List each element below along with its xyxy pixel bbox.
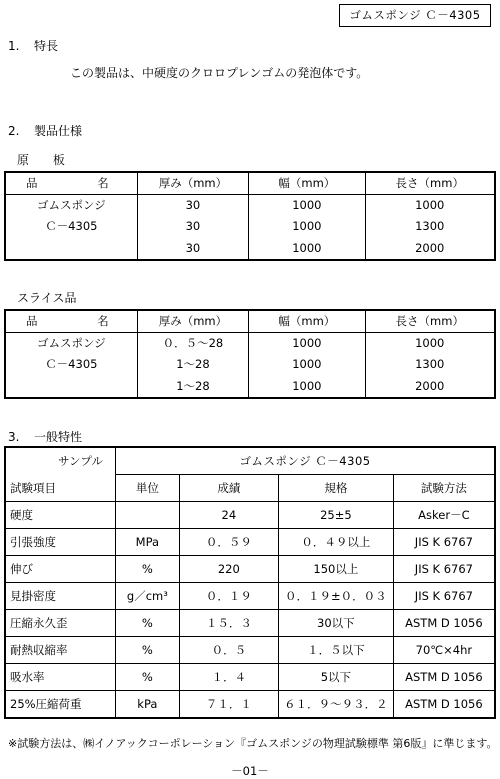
table-row xyxy=(5,215,495,236)
table-cell: 見掛密度 xyxy=(5,583,116,610)
table-cell: JIS K 6767 xyxy=(393,583,495,610)
table-cell: % xyxy=(116,664,180,691)
table-cell: kPa xyxy=(116,691,180,719)
page-number: －01－ xyxy=(231,764,269,778)
table-cell: 1000 xyxy=(249,194,365,215)
section-1-body: この製品は、中硬度のクロロプレンゴムの発泡体です。 xyxy=(70,66,369,80)
header-test-item: 試験項目 xyxy=(5,475,116,502)
table-cell: 70℃×4hr xyxy=(393,637,495,664)
properties-table xyxy=(4,446,496,719)
slice-label: スライス品 xyxy=(17,291,77,305)
table-cell: Asker－C xyxy=(393,502,495,529)
table-row xyxy=(5,556,495,583)
table-cell: 5以下 xyxy=(278,664,393,691)
section-3-title: 一般特性 xyxy=(34,430,83,444)
table-cell: 150以上 xyxy=(278,556,393,583)
table-cell: ASTM D 1056 xyxy=(393,664,495,691)
table-cell: 1000 xyxy=(365,332,495,353)
table-cell: ０．１９±０．０３ xyxy=(278,583,393,610)
table-cell: JIS K 6767 xyxy=(393,556,495,583)
table-cell: ０．５９ xyxy=(179,529,278,556)
table-cell: ０．５ xyxy=(179,637,278,664)
section-1-number: 1. xyxy=(8,39,20,53)
header-result: 成績 xyxy=(179,475,278,502)
section-2-title: 製品仕様 xyxy=(34,124,83,138)
table-cell: ７１．１ xyxy=(179,691,278,719)
section-2-heading xyxy=(8,122,82,139)
table-cell: ０．５～28 xyxy=(137,332,249,353)
table-cell: 30 xyxy=(137,236,249,260)
slice-header-length: 長さ（mm） xyxy=(365,310,495,332)
table-row xyxy=(5,529,495,556)
table-cell: ASTM D 1056 xyxy=(393,610,495,637)
table-row xyxy=(5,610,495,637)
table-cell: 硬度 xyxy=(5,502,116,529)
table-cell: 25%圧縮荷重 xyxy=(5,691,116,719)
genban-header-width: 幅（mm） xyxy=(249,172,365,194)
table-cell: MPa xyxy=(116,529,180,556)
section-3-heading xyxy=(8,428,82,445)
document-title: ゴムスポンジ Ｃ－4305 xyxy=(339,4,491,27)
table-cell: 1～28 xyxy=(137,374,249,398)
header-standard: 規格 xyxy=(278,475,393,502)
table-row xyxy=(5,583,495,610)
table-cell: 引張強度 xyxy=(5,529,116,556)
table-cell: ASTM D 1056 xyxy=(393,691,495,719)
table-row xyxy=(5,664,495,691)
slice-header-name: 品 名 xyxy=(5,310,137,332)
table-row xyxy=(5,194,495,215)
table-cell: 耐熱収縮率 xyxy=(5,637,116,664)
section-3-number: 3. xyxy=(8,430,20,444)
table-row xyxy=(5,236,495,260)
table-cell: 30 xyxy=(137,194,249,215)
table-cell: JIS K 6767 xyxy=(393,529,495,556)
table-cell: １．５以下 xyxy=(278,637,393,664)
table-cell: ０．４９以上 xyxy=(278,529,393,556)
table-cell: 1000 xyxy=(249,374,365,398)
section-1-heading xyxy=(8,37,58,54)
slice-table xyxy=(4,309,496,399)
header-method: 試験方法 xyxy=(393,475,495,502)
table-cell: 1300 xyxy=(365,353,495,374)
genban-table xyxy=(4,171,496,261)
genban-header-thickness: 厚み（mm） xyxy=(137,172,249,194)
table-row xyxy=(5,332,495,353)
table-row xyxy=(5,374,495,398)
table-cell: ６１．９～９３．２ xyxy=(278,691,393,719)
slice-header-width: 幅（mm） xyxy=(249,310,365,332)
slice-header-thickness: 厚み（mm） xyxy=(137,310,249,332)
slice-header-row xyxy=(5,310,495,332)
table-cell: 1000 xyxy=(365,194,495,215)
table-row xyxy=(5,353,495,374)
sample-label: サンプル xyxy=(5,447,116,475)
table-cell: 24 xyxy=(179,502,278,529)
table-cell: 1～28 xyxy=(137,353,249,374)
table-cell xyxy=(116,502,180,529)
footnote: ※試験方法は、㈱イノアックコーポレーション『ゴムスポンジの物理試験標準 第6版』に準じます。 xyxy=(8,737,498,750)
table-cell: １５．３ xyxy=(179,610,278,637)
table-cell: 30以下 xyxy=(278,610,393,637)
header-unit: 単位 xyxy=(116,475,180,502)
genban-product-name-line1: ゴムスポンジ xyxy=(36,197,106,212)
table-cell: １．４ xyxy=(179,664,278,691)
genban-product-name-line2: Ｃ－4305 xyxy=(45,218,98,233)
table-cell: 吸水率 xyxy=(5,664,116,691)
table-cell: % xyxy=(116,610,180,637)
table-row xyxy=(5,637,495,664)
slice-product-name-line1: ゴムスポンジ xyxy=(36,335,106,350)
table-cell: 220 xyxy=(179,556,278,583)
table-cell: g／cm³ xyxy=(116,583,180,610)
sample-name: ゴムスポンジ Ｃ－4305 xyxy=(116,447,495,475)
table-cell: 2000 xyxy=(365,374,495,398)
slice-product-name-line2: Ｃ－4305 xyxy=(45,356,98,371)
table-row xyxy=(5,691,495,719)
table-cell: 1000 xyxy=(249,215,365,236)
table-cell: % xyxy=(116,637,180,664)
table-cell: 1300 xyxy=(365,215,495,236)
table-cell: ０．１９ xyxy=(179,583,278,610)
table-cell: 1000 xyxy=(249,353,365,374)
table-cell: 1000 xyxy=(249,332,365,353)
genban-label: 原 板 xyxy=(17,153,75,167)
table-cell: 25±5 xyxy=(278,502,393,529)
table-cell: 伸び xyxy=(5,556,116,583)
section-2-number: 2. xyxy=(8,124,20,138)
table-cell: % xyxy=(116,556,180,583)
table-cell: 2000 xyxy=(365,236,495,260)
table-row xyxy=(5,502,495,529)
table-cell: 30 xyxy=(137,215,249,236)
table-cell: 圧縮永久歪 xyxy=(5,610,116,637)
genban-header-name: 品 名 xyxy=(5,172,137,194)
properties-header-row xyxy=(5,475,495,502)
table-cell: 1000 xyxy=(249,236,365,260)
section-1-title: 特長 xyxy=(34,39,59,53)
genban-header-row xyxy=(5,172,495,194)
properties-sample-row xyxy=(5,447,495,475)
genban-header-length: 長さ（mm） xyxy=(365,172,495,194)
